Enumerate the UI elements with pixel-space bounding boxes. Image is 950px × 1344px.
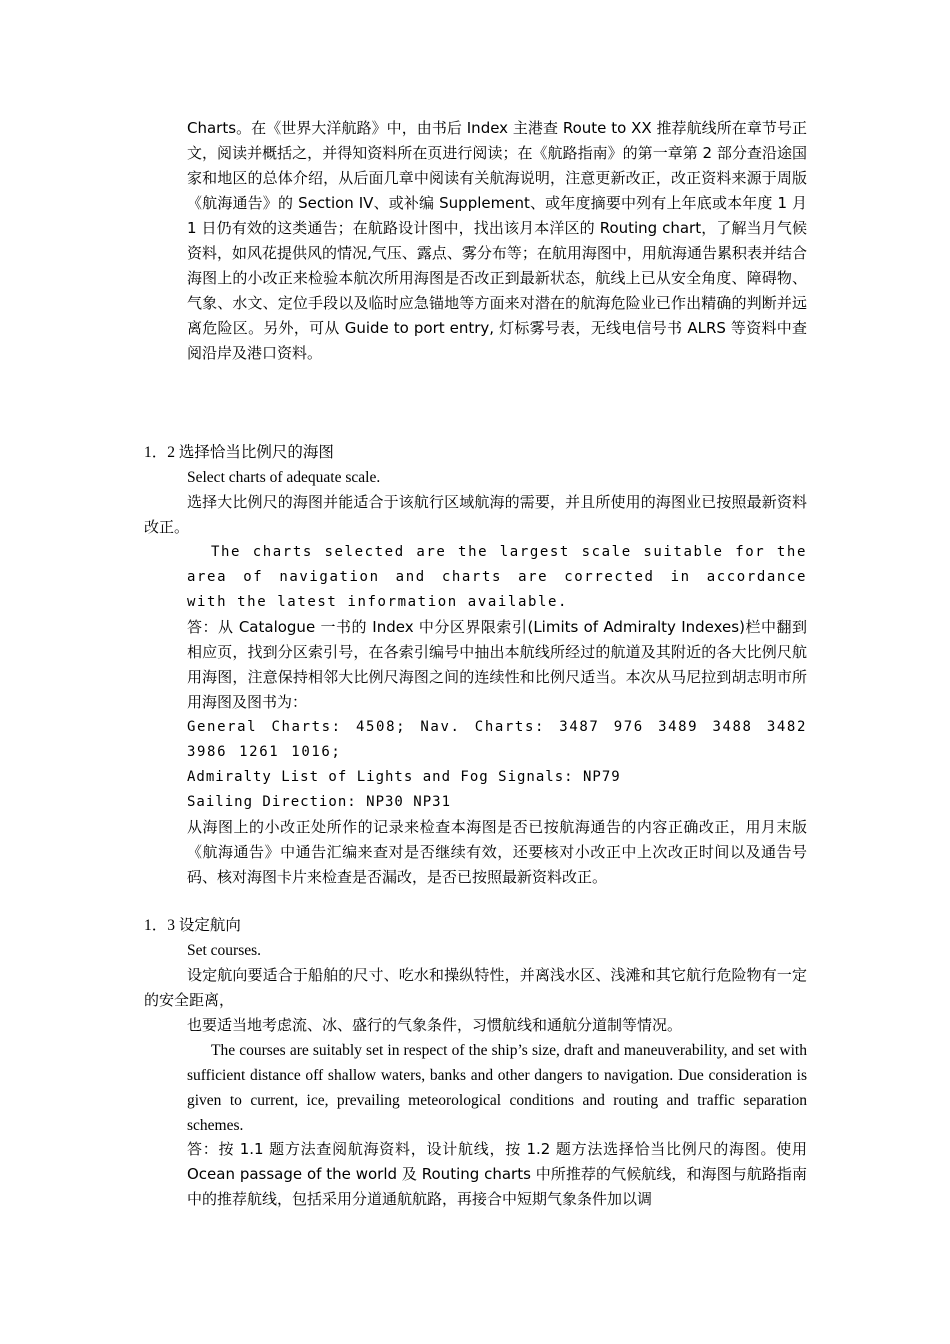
section-1-2-answer: 答：从 Catalogue 一书的 Index 中分区界限索引(Limits of Admiralty Indexes)栏中翻到相应页，找到分区索引号，在各索引编号中抽出本航线所经过的航道及其附近的各大比例尺航用海图，注意保持相邻大比例尺海图之间的连续性和比例尺适当。本次从马尼拉到胡志明市所用海图及图书为： (187, 618, 807, 711)
section-1-3-description-zh-1: 设定航向要适合于船舶的尺寸、吃水和操纵特性，并离浅水区、浅滩和其它航行危险物有一定的安全距离， (144, 966, 807, 1009)
section-1-1-continuation: Charts。在《世界大洋航路》中，由书后 Index 主港查 Route to XX 推荐航线所在章节号正文，阅读并概括之，并得知资料所在页进行阅读；在《航路指南》的第一章第 2 部分查沿途国家和地区的总体介绍，从后面几章中阅读有关航海说明，注意更新改正，改正资料来源于周版《航海通告》的 Section IV、或补编 Supplement、或年度摘要中列有上年底或本年度 1 月 1 日仍有效的这类通告；在航路设计图中，找出该月本洋区的 Routing chart，了解当月气候资料，如风花提供风的情况,气压、露点、雾分布等；在航用海图中，用航海通告累积表并结合海图上的小改正来检验本航次所用海图是否改正到最新状态，航线上已从安全角度、障碍物、气象、水文、定位手段以及临时应急锚地等方面来对潜在的航海危险业已作出精确的判断并远离危险区。另外，可从 Guide to port entry, 灯标雾号表，无线电信号书 ALRS 等资料中查阅沿岸及港口资料。 (187, 119, 808, 362)
chart-correction-check: 从海图上的小改正处所作的记录来检查本海图是否已按航海通告的内容正确改正，用月末版《航海通告》中通告汇编来查对是否继续有效，还要核对小改正中上次改正时间以及通告号码、核对海图卡片来检查是否漏改，是否已按照最新资料改正。 (187, 818, 807, 886)
sailing-direction-line: Sailing Direction: NP30 NP31 (187, 794, 452, 810)
section-1-3-description-en: The courses are suitably set in respect of the ship’s size, draft and maneuverability, and set with sufficient distance off shallow waters, banks and other dangers to navigation. Due consideration is given to current, ice, prevailing meteorological conditions and routing and traffic separation schemes. (187, 1042, 807, 1134)
lights-list-line: Admiralty List of Lights and Fog Signals: NP79 (187, 769, 621, 785)
section-1-3-title-en: Set courses. (187, 942, 262, 959)
section-1-2-description-en: The charts selected are the largest scale suitable for the area of navigation and charts are corrected in accordance with the latest information available. (187, 544, 807, 610)
section-1-2-title-en: Select charts of adequate scale. (187, 469, 381, 486)
section-1-3-description-zh-2: 也要适当地考虑流、冰、盛行的气象条件，习惯航线和通航分道制等情况。 (187, 1016, 683, 1034)
chart-list-line: General Charts: 4508; Nav. Charts: 3487 976 3489 3488 3482 3986 1261 1016; (187, 719, 807, 760)
section-1-3-answer: 答：按 1.1 题方法查阅航海资料，设计航线，按 1.2 题方法选择恰当比例尺的海图。使用 Ocean passage of the world 及 Routing charts 中所推荐的气候航线，和海图与航路指南中的推荐航线，包括采用分道通航航路，再接合中短期气象条件加以调 (187, 1140, 807, 1208)
section-1-2-heading: 1．2 选择恰当比例尺的海图 (144, 444, 334, 461)
section-1-2-description-zh: 选择大比例尺的海图并能适合于该航行区域航海的需要，并且所使用的海图业已按照最新资料改正。 (144, 493, 807, 536)
section-1-3-heading: 1．3 设定航向 (144, 917, 241, 934)
